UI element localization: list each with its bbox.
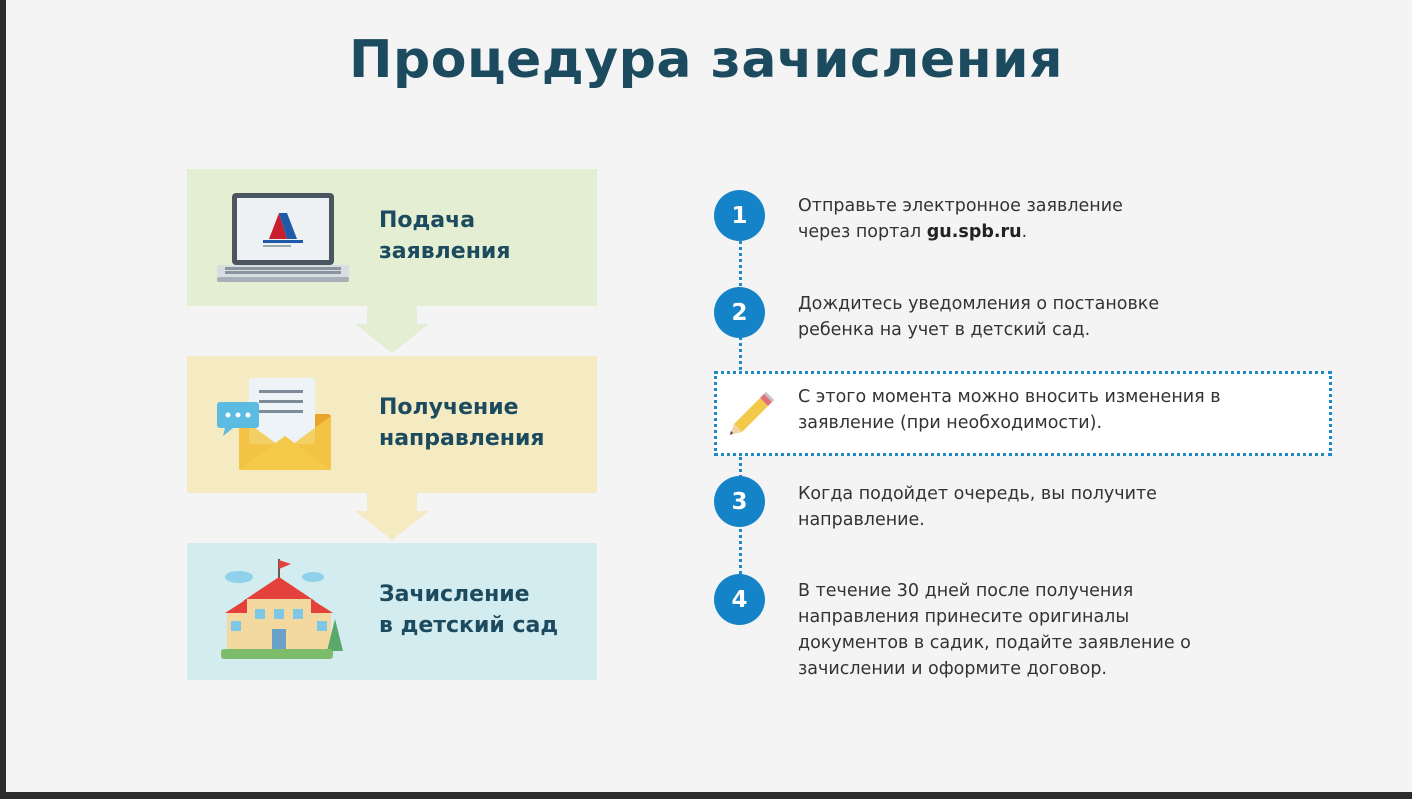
step-number-badge: 3 — [714, 476, 765, 527]
step-text: Когда подойдет очередь, вы получите направление. — [798, 484, 1157, 530]
laptop-icon — [217, 193, 349, 283]
page-title: Процедура зачисления — [349, 30, 1063, 90]
step-text: Дождитесь уведомления о постановке ребенка на учет в детский сад. — [798, 294, 1160, 340]
step-box-enrollment — [187, 543, 597, 680]
kindergarten-icon — [219, 559, 343, 663]
step-box-referral — [187, 356, 597, 493]
step-text: В течение 30 дней после получения направления принесите оригиналы документов в садик, подайте заявление о зачислении и оформите договор. — [798, 581, 1191, 679]
step-text: Отправьте электронное заявление через портал gu.spb.ru. — [798, 196, 1123, 242]
arrow-down-icon — [355, 306, 429, 353]
step-box-label: Получение направления — [379, 395, 545, 451]
step-number-badge: 4 — [714, 574, 765, 625]
pencil-icon — [728, 386, 778, 436]
arrow-down-icon — [355, 493, 429, 540]
step-number-badge: 1 — [714, 190, 765, 241]
envelope-icon — [217, 376, 333, 472]
step-box-application — [187, 169, 597, 306]
footer-bar — [0, 792, 1412, 799]
note-text: С этого момента можно вносить изменения в заявление (при необходимости). — [798, 387, 1221, 433]
step-box-label: Зачисление в детский сад — [379, 582, 559, 638]
step-number-badge: 2 — [714, 287, 765, 338]
step-box-label: Подача заявления — [379, 208, 511, 264]
